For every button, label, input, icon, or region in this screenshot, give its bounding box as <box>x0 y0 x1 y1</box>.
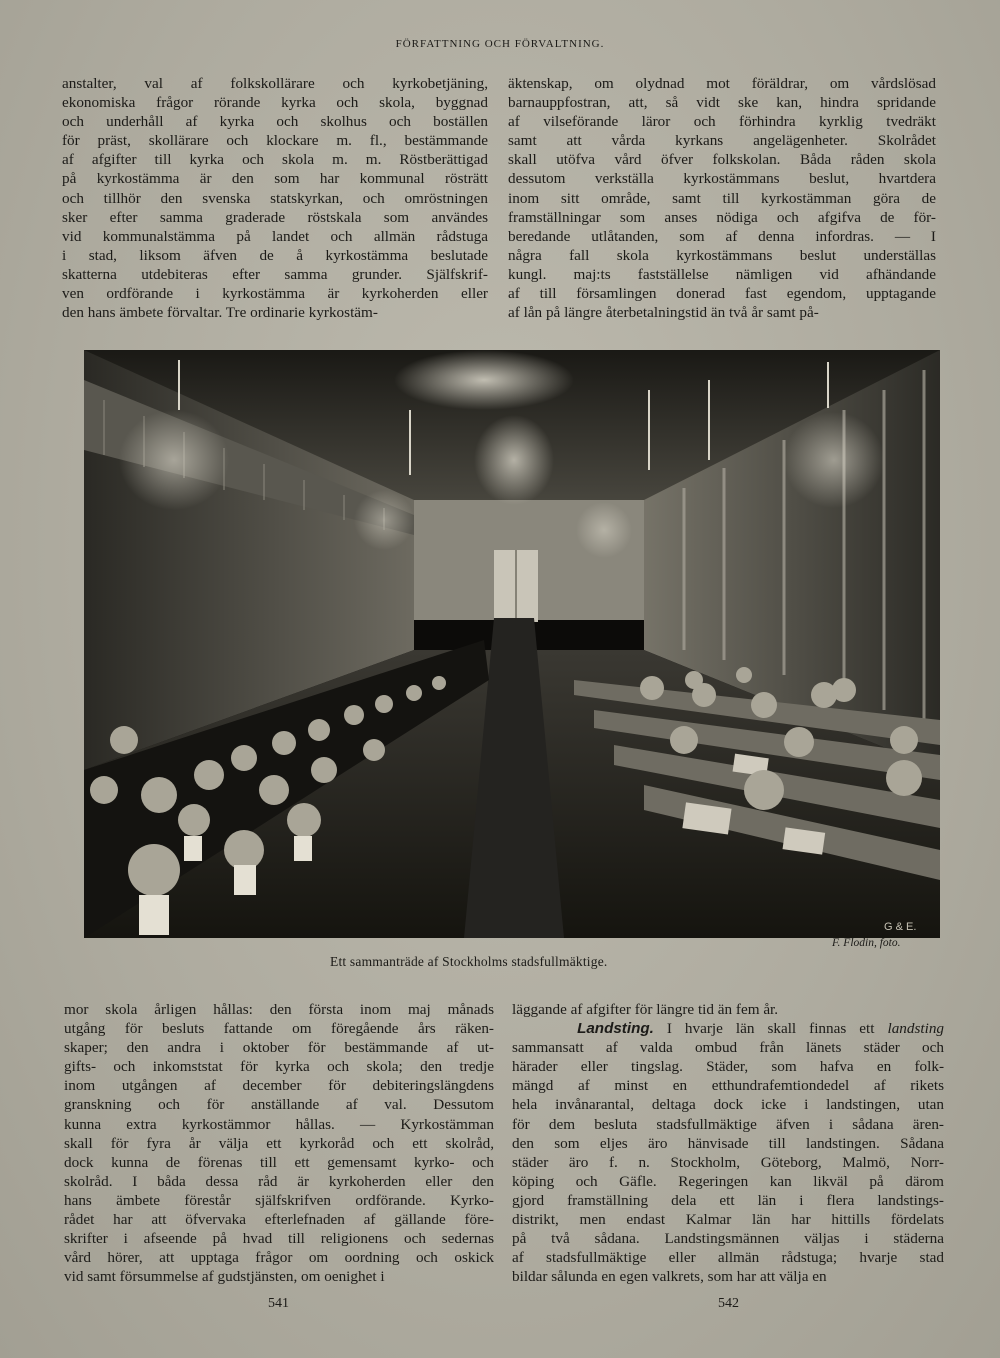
text-line: några fall skola kyrkostämmans beslut underställas <box>508 246 936 264</box>
text-line: sammansatt af valda ombud från länets städer och <box>512 1039 944 1057</box>
text-line: mängd af minst en etthundrafemtiondedel af rikets <box>512 1077 944 1095</box>
text-line: på kyrkostämma är den som har kommunal rösträtt <box>62 170 488 188</box>
text-line: rådet har att öfvervaka efterlefnaden af gällande före- <box>64 1211 494 1229</box>
text-line: äktenskap, om olydnad mot föräldrar, om vårdslösad <box>508 75 936 92</box>
text-line: skall för fyra år välja ett kyrkoråd och ett skolråd, <box>64 1134 494 1152</box>
text-line: af till församlingen donerad fast egendom, upptagande <box>508 285 936 303</box>
text-line-heading <box>512 1019 944 1038</box>
running-head: FÖRFATTNING OCH FÖRVALTNING. <box>395 38 605 50</box>
section-heading-landsting: Landsting. <box>577 1020 654 1038</box>
text-line: vård hörer, att upptaga frågor om oordning och oskick <box>64 1249 494 1267</box>
text-line: läggande af afgifter för längre tid än fem år. <box>512 1001 779 1018</box>
text-line: skrifter i afseende på hvad till religionens och sedernas <box>64 1230 494 1248</box>
column-bottom-right <box>512 1000 944 1286</box>
text-line: och underhåll af kyrka och skolhus och boställen <box>62 113 488 131</box>
text-line: skall utöfva vård öfver folkskolan. Båda råden skola <box>508 151 936 169</box>
text-line: barnauppfostran, att, så vidt ske kan, hindra spridande <box>508 94 936 112</box>
text-line: ven ordförande i kyrkostämma är kyrkoherden eller <box>62 285 488 303</box>
page-number-right: 542 <box>718 1296 739 1311</box>
photo-caption: Ett sammanträde af Stockholms stadsfullmäktige. <box>330 954 608 969</box>
text-line: köping och Gäfle. Regeringen kan likväl på därom <box>512 1172 944 1190</box>
page-number-left: 541 <box>268 1296 289 1311</box>
text-line: inom sitt område, samt till kyrkostämman göra de <box>508 189 936 207</box>
text-line: vid kommunalstämma på landet och allmän rådstuga <box>62 227 488 245</box>
text-fragment: I hvarje län skall finnas ett <box>653 1020 888 1038</box>
text-line: ekonomiska frågor rörande kyrka och skola, byggnad <box>62 94 488 112</box>
column-top-right <box>508 74 936 322</box>
text-line: för dem besluta stadsfullmäktige äfven i sådana ären- <box>512 1115 944 1133</box>
text-line: kunna extra kyrkostämmor hållas. — Kyrkostämman <box>64 1115 494 1133</box>
text-line: hela invånarantal, deltaga dock icke i landstingen, utan <box>512 1096 944 1114</box>
text-line: vid samt försummelse af gudstjänsten, om oenighet i <box>64 1268 385 1286</box>
text-line: skatterna utdebiteras efter samma grunder. Själfskrif- <box>62 265 488 283</box>
text-line: mor skola årligen hållas: den första inom maj månads <box>64 1001 494 1018</box>
text-line: distrikt, men endast Kalmar län har hittills fördelats <box>512 1211 944 1229</box>
text-line: gjord framställning dela ett län i flera landstings- <box>512 1191 944 1209</box>
text-line: utgång för besluts fattande om föregående års räken- <box>64 1020 494 1038</box>
text-line: skolråd. I båda dessa råd är kyrkoherden eller den <box>64 1172 494 1190</box>
text-line: gifts- och inkomststat för kyrka och skola; den tredje <box>64 1058 494 1076</box>
text-line: af stadsfullmäktige eller allmän rådstuga; hvarje stad <box>512 1249 944 1267</box>
text-line: granskning och för anställande af val. Dessutom <box>64 1096 494 1114</box>
text-line: skaper; den andra i oktober för bestämmande af ut- <box>64 1039 494 1057</box>
text-line: härader eller tingslag. Städer, som hafva en folk- <box>512 1058 944 1076</box>
text-line: af lån på längre återbetalningstid än två år samt på- <box>508 304 819 322</box>
text-line: anstalter, val af folkskollärare och kyrkobetjäning, <box>62 75 488 92</box>
photo-mark: G & E. <box>884 921 917 933</box>
text-line: samt att vårda kyrkans angelägenheter. Skolrådet <box>508 132 936 150</box>
text-line: framställningar som anses nödiga och afgifva de för- <box>508 208 936 226</box>
text-line: dessutom verkställa kyrkostämmans beslut, hvartdera <box>508 170 936 188</box>
text-line: af vilseförande läror och förhindra kyrklig tvedräkt <box>508 113 936 131</box>
text-line: och tillhör den svenska statskyrkan, och omröstningen <box>62 189 488 207</box>
text-line: af afgifter till kyrka och skola m. m. Röstberättigad <box>62 151 488 169</box>
council-meeting-photo <box>84 350 940 938</box>
photo-credit: F. Flodin, foto. <box>832 937 901 949</box>
text-fragment-italic: landsting <box>887 1020 945 1038</box>
text-line: dock kunna de förenas till ett gemensamt kyrko- och <box>64 1153 494 1171</box>
text-line: bildar sålunda en egen valkrets, som har att välja en <box>512 1268 827 1286</box>
text-line: inom utgången af december för debiteringslängdens <box>64 1077 494 1095</box>
text-line: den hans ämbete förvaltar. Tre ordinarie kyrkostäm- <box>62 304 378 322</box>
column-top-left <box>62 74 488 322</box>
text-line: hans ämbete förestår själfskrifven ordförande. Kyrko- <box>64 1191 494 1209</box>
column-bottom-left <box>64 1000 494 1286</box>
text-line: på två sådana. Landstingsmännen väljas i städerna <box>512 1230 944 1248</box>
text-line: kungl. maj:ts fastställelse nämligen vid afhändande <box>508 265 936 283</box>
text-line: städer äro f. n. Stockholm, Göteborg, Malmö, Norr- <box>512 1153 944 1171</box>
text-line: i stad, liksom äfven de å kyrkostämma beslutade <box>62 246 488 264</box>
photo-illustration <box>84 350 940 938</box>
text-line: den som eljes äro hänvisade till landstingen. Sådana <box>512 1134 944 1152</box>
text-line: för präst, skollärare och klockare m. fl., bestämmande <box>62 132 488 150</box>
text-line: beredande utlåtanden, som af denna infordras. — I <box>508 227 936 245</box>
text-line: sker efter samma graderade röstskala som användes <box>62 208 488 226</box>
